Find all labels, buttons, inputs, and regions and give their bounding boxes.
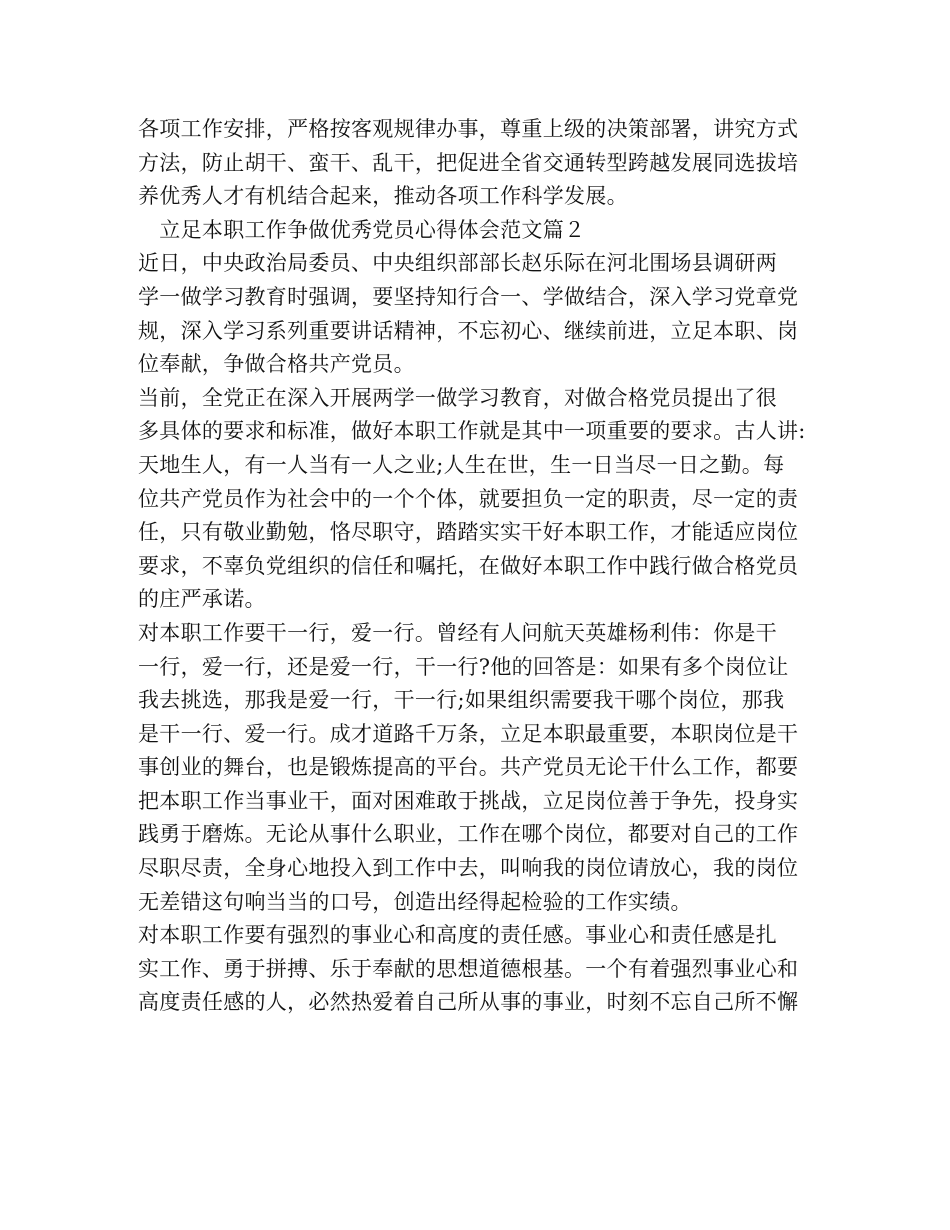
text-line: 的庄严承诺。: [138, 587, 266, 612]
text-line: 规，深入学习系列重要讲话精神，不忘初心、继续前进，立足本职、岗: [138, 318, 799, 343]
text-line: 学一做学习教育时强调，要坚持知行合一、学做结合，深入学习党章党: [138, 284, 799, 309]
text-line: 多具体的要求和标准，做好本职工作就是其中一项重要的要求。古人讲:: [138, 419, 806, 444]
text-line: 无差错这句响当当的口号，创造出经得起检验的工作实绩。: [138, 889, 692, 914]
text-line: 方法，防止胡干、蛮干、乱干，把促进全省交通转型跨越发展同选拔培: [138, 150, 799, 175]
section-heading: 立足本职工作争做优秀党员心得体会范文篇２: [138, 217, 586, 242]
text-line: 位奉献，争做合格共产党员。: [138, 352, 415, 377]
text-line: 任，只有敬业勤勉，恪尽职守，踏踏实实干好本职工作，才能适应岗位: [138, 520, 799, 545]
text-line: 我去挑选，那我是爱一行，干一行;如果组织需要我干哪个岗位，那我: [138, 688, 785, 713]
text-line: 各项工作安排，严格按客观规律办事，尊重上级的决策部署，讲究方式: [138, 117, 799, 141]
text-line: 要求，不辜负党组织的信任和嘱托，在做好本职工作中践行做合格党员: [138, 553, 799, 578]
text-line: 尽职尽责，全身心地投入到工作中去，叫响我的岗位请放心，我的岗位: [138, 856, 799, 881]
text-line: 当前，全党正在深入开展两学一做学习教育，对做合格党员提出了很: [138, 385, 777, 410]
text-line: 是干一行、爱一行。成才道路千万条，立足本职最重要，本职岗位是干: [138, 721, 799, 746]
text-line: 对本职工作要干一行，爱一行。曾经有人问航天英雄杨利伟：你是干: [138, 620, 777, 645]
text-line: 近日，中央政治局委员、中央组织部部长赵乐际在河北围场县调研两: [138, 251, 777, 276]
text-line: 对本职工作要有强烈的事业心和高度的责任感。事业心和责任感是扎: [138, 923, 777, 948]
text-line: 事创业的舞台，也是锻炼提高的平台。共产党员无论干什么工作，都要: [138, 755, 799, 780]
text-line: 天地生人，有一人当有一人之业;人生在世，生一日当尽一日之勤。每: [138, 452, 785, 477]
document-body: [138, 113, 818, 1020]
text-line: 养优秀人才有机结合起来，推动各项工作科学发展。: [138, 184, 628, 209]
text-line: 一行，爱一行，还是爱一行，干一行?他的回答是：如果有多个岗位让: [138, 654, 789, 679]
text-line: 把本职工作当事业干，面对困难敢于挑战，立足岗位善于争先，投身实: [138, 788, 799, 813]
text-line: 实工作、勇于拼搏、乐于奉献的思想道德根基。一个有着强烈事业心和: [138, 956, 799, 981]
text-line: 位共产党员作为社会中的一个个体，就要担负一定的职责，尽一定的责: [138, 486, 799, 511]
text-line: 践勇于磨炼。无论从事什么职业，工作在哪个岗位，都要对自己的工作: [138, 822, 799, 847]
text-line: 高度责任感的人，必然热爱着自己所从事的事业，时刻不忘自己所不懈: [138, 990, 799, 1015]
